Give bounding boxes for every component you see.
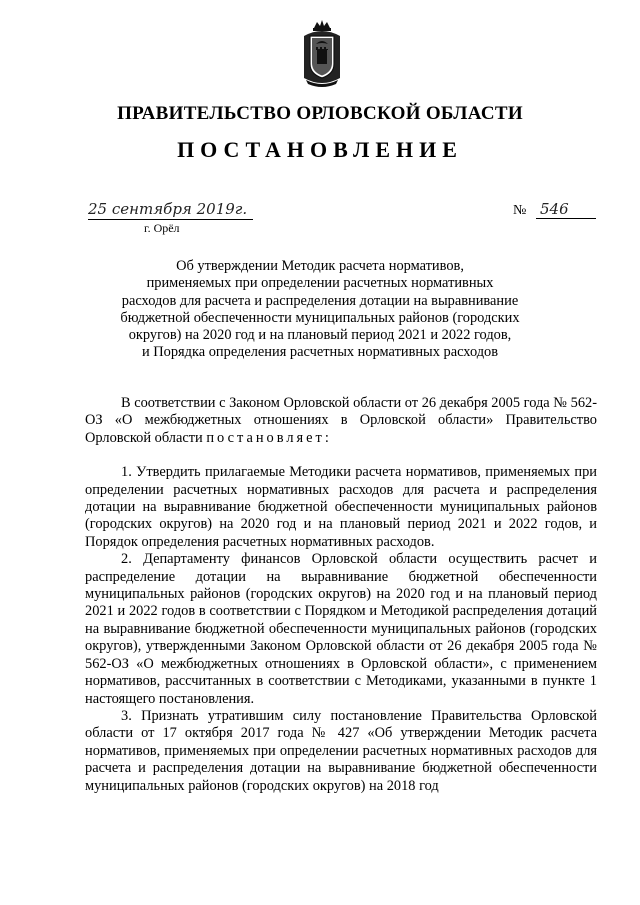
title-line: и Порядка определения расчетных нормативных расходов bbox=[141, 344, 499, 361]
document-number: 546 bbox=[536, 200, 596, 219]
preamble-paragraph bbox=[85, 395, 597, 447]
coat-of-arms-icon bbox=[300, 18, 344, 88]
city: г. Орёл bbox=[144, 221, 180, 235]
paragraph-3: 3. Признать утратившим силу постановление Правительства Орловской области от 17 октября 2017 года № 427 «Об утверждении Методик расчета нормативов, применяемых при определении расчетных нормативных расходов для расчета и распределения дотации на выравнивание бюджетной обеспеченности муниципальных районов (городских округов) на 2018 год bbox=[85, 707, 597, 794]
handwritten-date: 25 сентября 2019г. bbox=[88, 200, 253, 220]
document-type: ПОСТАНОВЛЕНИЕ bbox=[177, 137, 463, 162]
paragraph-1: 1. Утвердить прилагаемые Методики расчета нормативов, применяемых при определении расчетных нормативных расходов для расчета и распределения дотации на выравнивание бюджетной обеспеченности муниципальных районов (городских округов) на 2020 год и на плановый период 2021 и 2022 годов, и Порядок определения расчетных нормативных расходов. bbox=[85, 464, 597, 550]
document-body bbox=[85, 395, 597, 795]
government-name: ПРАВИТЕЛЬСТВО ОРЛОВСКОЙ ОБЛАСТИ bbox=[117, 103, 523, 124]
title-line: Об утверждении Методик расчета нормативов, bbox=[176, 258, 464, 274]
paragraph-2: 2. Департаменту финансов Орловской области осуществить расчет и распределение дотации на выравнивание бюджетной обеспеченности муниципальных районов (городских округов) на 2020 год и на плановый период 2021 и 2022 годов в соответствии с Порядком и Методикой распределения дотаций на выравнивание бюджетной обеспеченности муниципальных районов (городских округов), утвержденными Законом Орловской области от 26 декабря 2005 года № 562-ОЗ «О межбюджетных отношениях в Орловской области», с применением нормативов, рассчитанных в соответствии с Методиками, указанными в пункте 1 настоящего постановления. bbox=[85, 551, 597, 707]
document-title bbox=[95, 258, 545, 362]
title-line: округов) на 2020 год и на плановый период 2021 и 2022 годов, bbox=[128, 327, 512, 344]
title-line: применяемых при определении расчетных нормативных bbox=[146, 275, 494, 292]
preamble-text: В соответствии с Законом Орловской области от 26 декабря 2005 года № 562-ОЗ «О межбюджетных отношениях в Орловской области» Правительство Орловской области bbox=[85, 395, 597, 446]
title-line: бюджетной обеспеченности муниципальных районов (городских bbox=[120, 309, 520, 326]
title-line: расходов для расчета и распределения дотации на выравнивание bbox=[121, 292, 519, 309]
preamble-verb: постановляет: bbox=[206, 429, 332, 446]
number-label: № bbox=[513, 203, 527, 218]
